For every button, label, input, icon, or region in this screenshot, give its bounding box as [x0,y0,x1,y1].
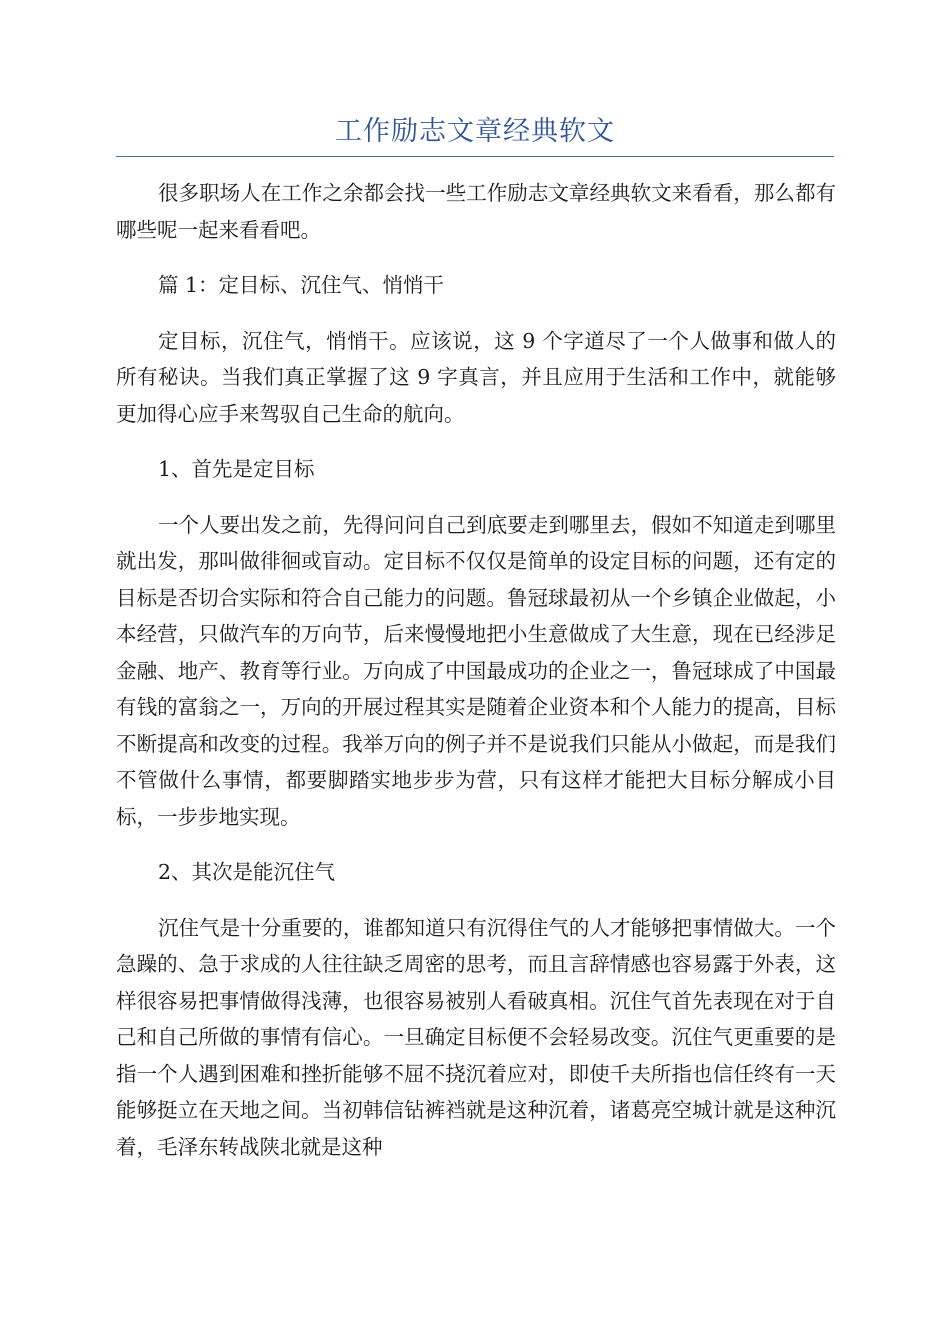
section-heading-chapter-1: 篇 1：定目标、沉住气、悄悄干 [158,273,445,297]
subheading-set-goal: 1、首先是定目标 [158,457,315,481]
subheading-stay-calm: 2、其次是能沉住气 [158,860,336,884]
title-block [116,112,834,157]
document-body [116,175,836,1184]
body-paragraph: 沉住气是十分重要的，谁都知道只有沉得住气的人才能够把事情做大。一个急躁的、急于求成的人往往缺乏周密的思考，而且言辞情感也容易露于外表，这样很容易把事情做得浅薄，也很容易被别人看破真相。沉住气首先表现在对于自己和自己所做的事情有信心。一旦确定目标便不会轻易改变。沉住气更重要的是指一个人遇到困难和挫折能够不屈不挠沉着应对，即使千夫所指也信任终有一天能够挺立在天地之间。当初韩信钻裤裆就是这种沉着，诸葛亮空城计就是这种沉着，毛泽东转战陕北就是这种 [116,915,836,1159]
body-paragraph: 定目标，沉住气，悄悄干。应该说，这 9 个字道尽了一个人做事和做人的所有秘诀。当我们真正掌握了这 9 字真言，并且应用于生活和工作中，就能够更加得心应手来驾驭自己生命的航向。 [116,328,836,426]
intro-paragraph: 很多职场人在工作之余都会找一些工作励志文章经典软文来看看，那么都有哪些呢一起来看看吧。 [116,181,836,242]
page-title: 工作励志文章经典软文 [335,116,615,147]
body-paragraph: 一个人要出发之前，先得问问自己到底要走到哪里去，假如不知道走到哪里就出发，那叫做徘徊或盲动。定目标不仅仅是简单的设定目标的问题，还有定的目标是否切合实际和符合自己能力的问题。鲁冠球最初从一个乡镇企业做起，小本经营，只做汽车的万向节，后来慢慢地把小生意做成了大生意，现在已经涉足金融、地产、教育等行业。万向成了中国最成功的企业之一，鲁冠球成了中国最有钱的富翁之一，万向的开展过程其实是随着企业资本和个人能力的提高，目标不断提高和改变的过程。我举万向的例子并不是说我们只能从小做起，而是我们不管做什么事情，都要脚踏实地步步为营，只有这样才能把大目标分解成小目标，一步步地实现。 [116,512,836,829]
